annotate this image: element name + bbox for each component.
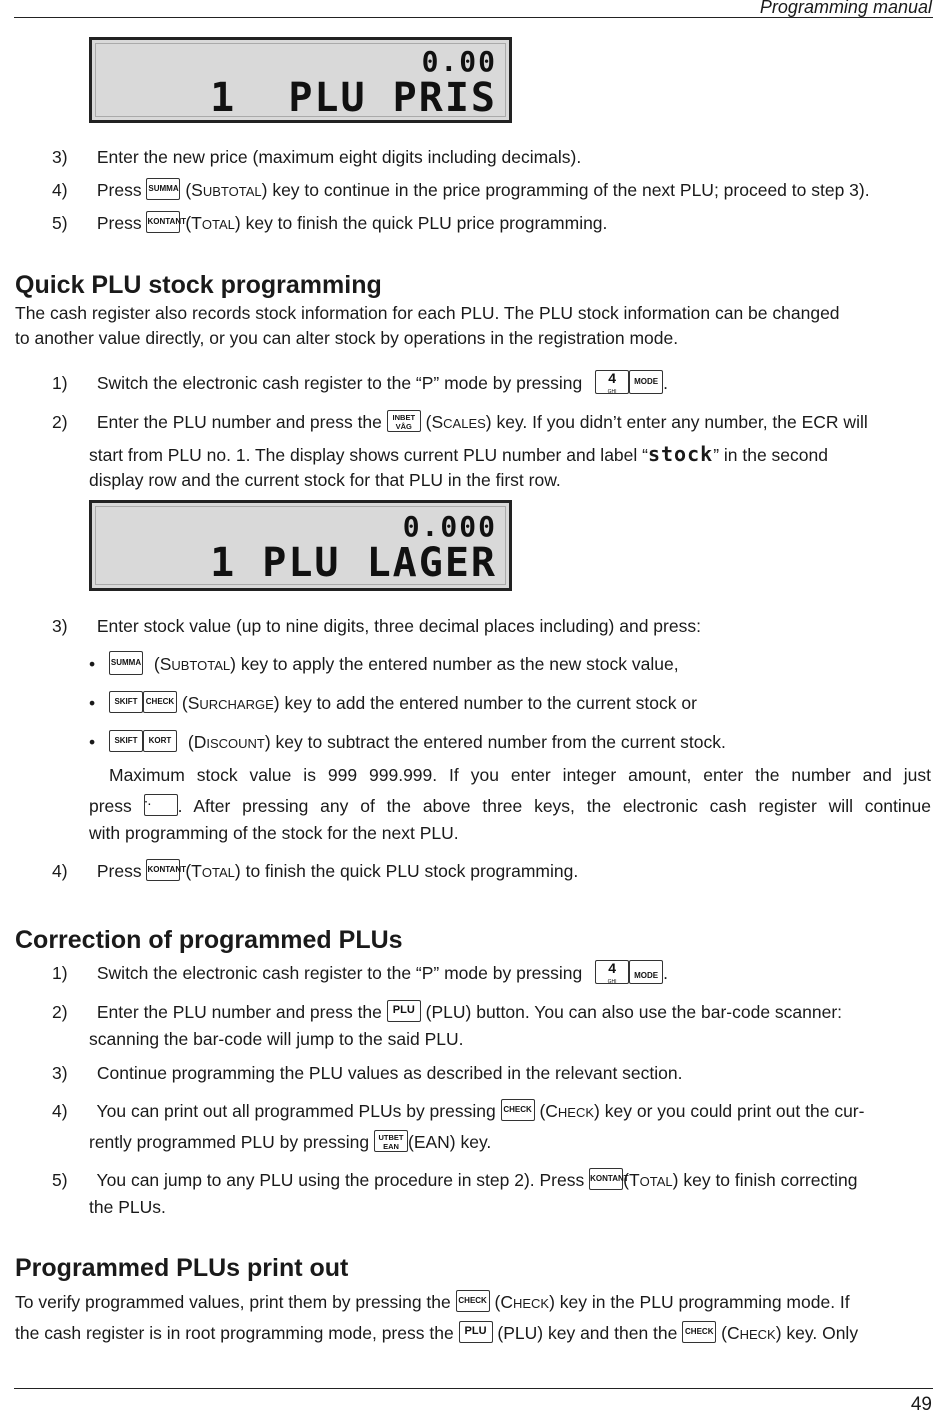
step-price-3: 3) Enter the new price (maximum eight digits including decimals). <box>52 147 582 167</box>
page-number: 49 <box>910 1394 932 1415</box>
stock-intro-line1: The cash register also records stock information for each PLU. The PLU stock information can be changed <box>15 303 840 323</box>
step-stock-3: 3) Enter stock value (up to nine digits, three decimal places including) and press: <box>52 616 701 636</box>
step-correction-4: 4) You can print out all programmed PLUs by pressing CHECK (CHECK) key or you could print out the cur- <box>52 1101 865 1121</box>
digit-4-key-icon: 4 GHI <box>595 960 629 984</box>
section-heading-printout: Programmed PLUs print out <box>15 1254 349 1282</box>
ean-key-icon: UTBET EAN <box>374 1130 408 1152</box>
mode-key-icon: MODE <box>629 370 663 394</box>
plu-key-icon: PLU <box>459 1321 493 1343</box>
lcd-row1: 0.000 <box>402 510 497 543</box>
step-stock-4: 4) Press KONTANT (TOTAL) to finish the quick PLU stock programming. <box>52 861 579 881</box>
check-key-icon: CHECK <box>456 1290 490 1312</box>
stock-max-line3: with programming of the stock for the next PLU. <box>89 823 459 843</box>
step-price-4: 4) Press SUMMA (SUBTOTAL) key to continue in the price programming of the next PLU; proceed to step 3). <box>52 180 870 200</box>
step-correction-2: 2) Enter the PLU number and press the PLU (PLU) button. You can also use the bar-code scanner: <box>52 1002 843 1022</box>
step-correction-5-line2: the PLUs. <box>89 1197 166 1217</box>
stock-max-line2: press ·. . After pressing any of the above three keys, the electronic cash register will continue <box>89 796 931 816</box>
lcd-row2: 1 PLU PRIS <box>210 75 497 121</box>
kontant-key-icon: KONTANT <box>146 211 180 233</box>
step-price-5: 5) Press KONTANT (TOTAL) key to finish the quick PLU price programming. <box>52 213 608 233</box>
lcd-row1: 0.00 <box>421 45 497 78</box>
bullet-surcharge: • SKIFT CHECK (SURCHARGE) key to add the entered number to the current stock or <box>89 693 697 713</box>
lcd-display-price <box>89 37 512 123</box>
step-stock-1: 1) Switch the electronic cash register to the “P” mode by pressing 4 GHI MODE . <box>52 370 668 396</box>
bullet-subtotal: • SUMMA (SUBTOTAL) key to apply the entered number as the new stock value, <box>89 653 679 677</box>
decimal-point-key-icon: ·. <box>144 794 178 816</box>
section-heading-stock: Quick PLU stock programming <box>15 271 382 299</box>
header-rule <box>14 17 933 18</box>
lcd-display-stock <box>89 500 512 591</box>
printout-line2: the cash register is in root programming mode, press the PLU (PLU) key and then the CHECK (CHECK) key. Only <box>15 1323 859 1343</box>
step-correction-2-line2: scanning the bar-code will jump to the said PLU. <box>89 1029 464 1049</box>
running-title: Programming manual <box>759 0 932 17</box>
stock-max-line1: Maximum stock value is 999 999.999. If you enter integer amount, enter the number and just <box>109 765 931 785</box>
check-key-icon: CHECK <box>501 1099 535 1121</box>
step-correction-1: 1) Switch the electronic cash register to the “P” mode by pressing 4 GHI MODE . <box>52 960 668 986</box>
step-stock-2-line2: start from PLU no. 1. The display shows current PLU number and label “stock” in the second <box>89 442 828 466</box>
digit-4-key-icon: 4 GHI <box>595 370 629 394</box>
printout-line1: To verify programmed values, print them by pressing the CHECK (CHECK) key in the PLU programming mode. If <box>15 1292 850 1312</box>
lcd-row2: 1 PLU LAGER <box>210 540 497 586</box>
stock-intro-line2: to another value directly, or you can alter stock by operations in the registration mode. <box>15 328 679 348</box>
kontant-key-icon: KONTANT <box>146 859 180 881</box>
kontant-key-icon: KONTANT <box>589 1168 623 1190</box>
footer-rule <box>14 1388 933 1389</box>
check-key-icon: CHECK <box>682 1321 716 1343</box>
mode-key-icon: MODE <box>629 960 663 984</box>
plu-key-icon: PLU <box>387 1000 421 1022</box>
summa-key-icon: SUMMA <box>109 651 143 675</box>
bullet-discount: • SKIFT KORT (DISCOUNT) key to subtract the entered number from the current stock. <box>89 732 726 752</box>
check-key-icon: CHECK <box>143 691 177 713</box>
scales-key-icon: INBET VÅG <box>387 410 421 432</box>
kort-key-icon: KORT <box>143 730 177 752</box>
step-stock-2-line3: display row and the current stock for that PLU in the first row. <box>89 470 561 490</box>
step-stock-2: 2) Enter the PLU number and press the INBET VÅG (SCALES) key. If you didn’t enter any number, the ECR will <box>52 412 868 432</box>
step-correction-4-line2: rently programmed PLU by pressing UTBET EAN (EAN) key. <box>89 1132 492 1152</box>
step-correction-5: 5) You can jump to any PLU using the procedure in step 2). Press KONTANT(TOTAL) key to finish correcting <box>52 1170 858 1190</box>
step-correction-3: 3) Continue programming the PLU values as described in the relevant section. <box>52 1063 683 1083</box>
section-heading-correction: Correction of programmed PLUs <box>15 926 403 954</box>
lcd-label-stock: stock <box>647 442 714 466</box>
summa-key-icon: SUMMA <box>146 178 180 200</box>
skift-key-icon: SKIFT <box>109 730 143 752</box>
skift-key-icon: SKIFT <box>109 691 143 713</box>
